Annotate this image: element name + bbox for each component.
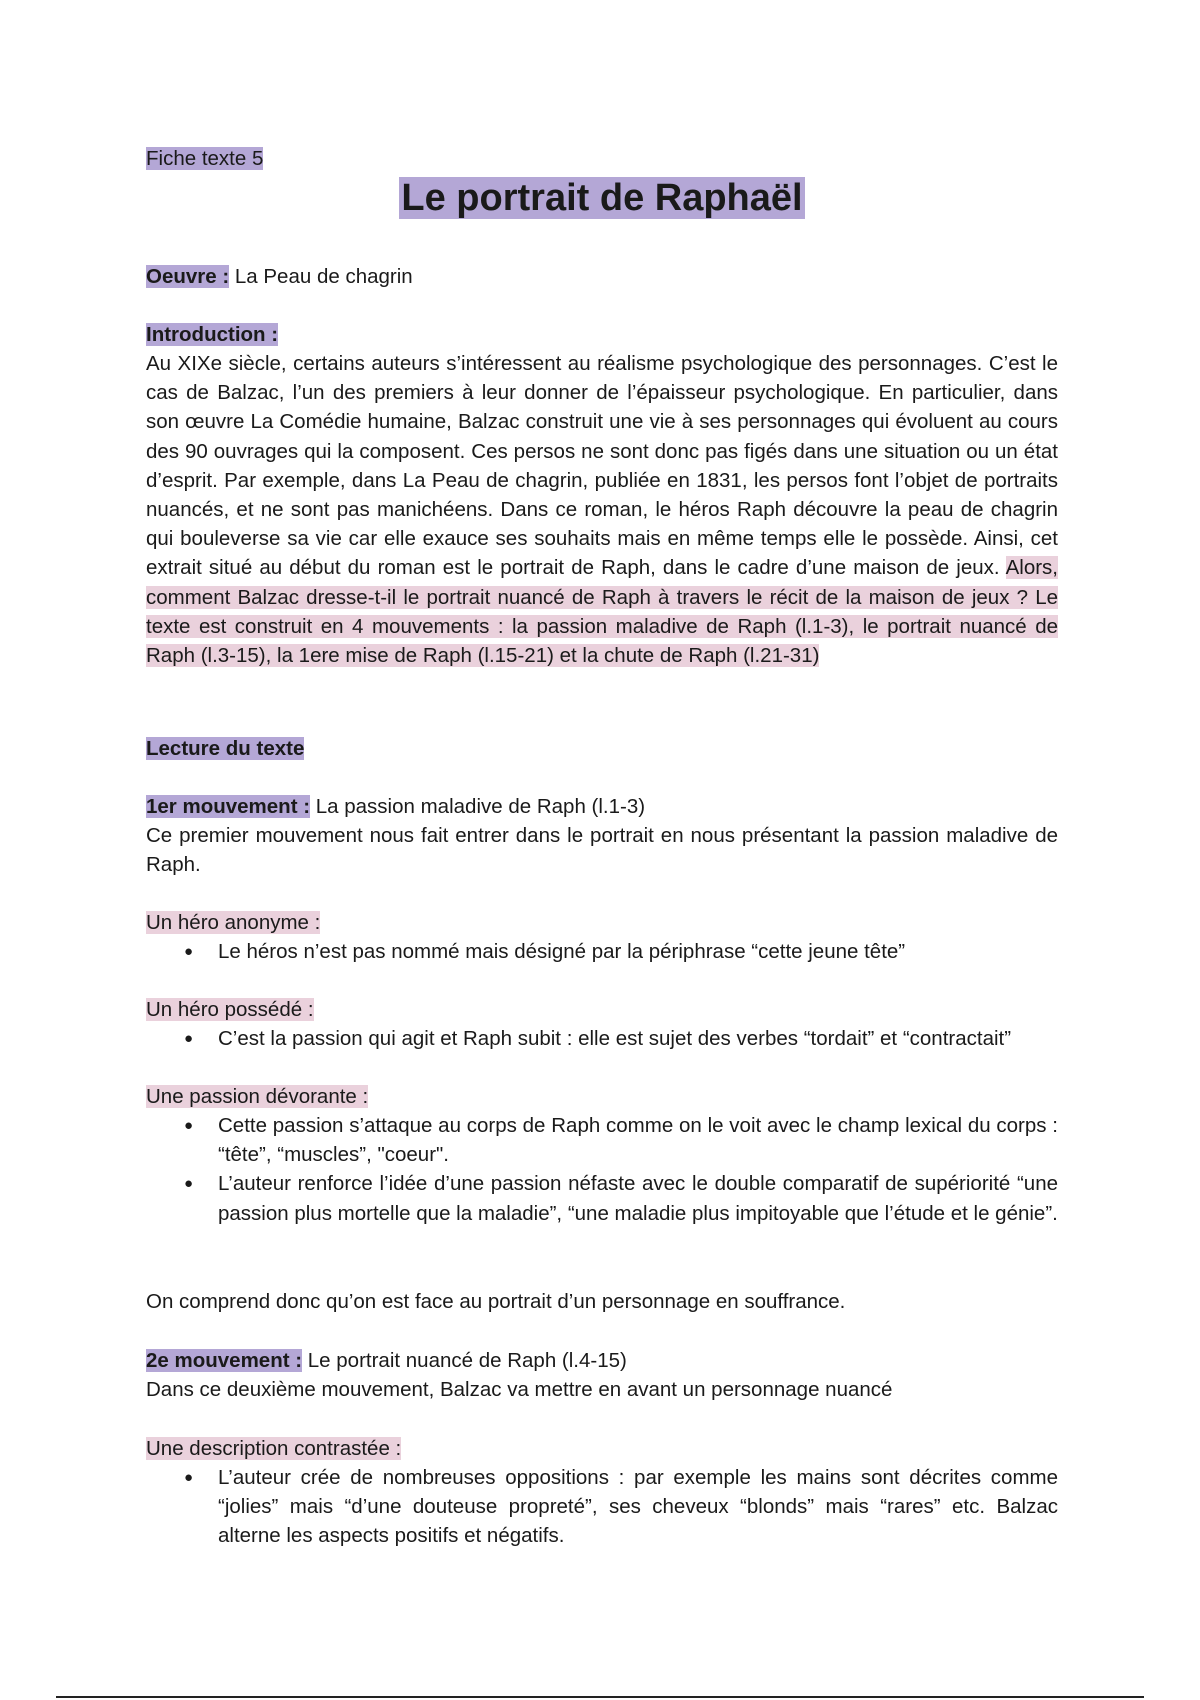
lecture-label: Lecture du texte [146,737,305,760]
m1-section-3-heading [146,1082,1058,1111]
m1-section-3-label: Une passion dévorante : [146,1085,369,1108]
mouvement1-intro: Ce premier mouvement nous fait entrer dans le portrait en nous présentant la passion maladive de Raph. [146,824,1058,877]
list-item: ● Cette passion s’attaque au corps de Raph comme on le voit avec le champ lexical du corps : “tête”, “muscles”, "coeur". [146,1111,1058,1169]
header-tag-text: Fiche texte 5 [146,147,264,170]
mouvement1-heading [146,792,1058,821]
oeuvre-label: Oeuvre : [146,265,230,288]
introduction-heading [146,320,1058,349]
m1-section-3-list [146,1111,1058,1228]
m1-section-2-heading [146,995,1058,1024]
m2-section-1-label: Une description contrastée : [146,1437,402,1460]
bottom-rule [56,1696,1144,1698]
oeuvre-value: La Peau de chagrin [234,265,413,288]
header-tag [146,144,263,173]
mouvement2-intro: Dans ce deuxième mouvement, Balzac va mettre en avant un personnage nuancé [146,1378,893,1401]
page-title-text: Le portrait de Raphaël [401,177,803,219]
introduction-label: Introduction : [146,323,279,346]
m1-section-2-label: Un héro possédé : [146,998,314,1021]
m1-section-2-list [146,1024,1058,1053]
mouvement2-heading [146,1346,1058,1375]
m1-section-1-label: Un héro anonyme : [146,911,321,934]
mouvement1-subtitle: La passion maladive de Raph (l.1-3) [310,795,646,818]
m1-section-1-list [146,937,1058,966]
m1-section-1-heading [146,908,1058,937]
introduction-text: Au XIXe siècle, certains auteurs s’intéressent au réalisme psychologique des personnages. C’est le cas de Balzac, l’un des premiers à leur donner de l’épaisseur psychologique. En particulier, dans son œuvre La Comédie humaine, Balzac construit une vie à ses personnages qui évoluent au cours des 90 ouvrages qui la composent. Ces persos ne sont donc pas figés dans une situation ou un état d’esprit. Par exemple, dans La Peau de chagrin, publiée en 1831, les persos font l’objet de portraits nuancés, et ne sont pas manichéens. Dans ce roman, le héros Raph découvre la peau de chagrin qui bouleverse sa vie car elle exauce ses souhaits mais en même temps elle le possède. Ainsi, cet extrait situé au début du roman est le portrait de Raph, dans le cadre d’une maison de jeux. [146,352,1058,580]
introduction-body [146,349,1058,670]
page-title [146,174,1058,222]
problematique: Alors, comment Balzac dresse-t-il le portrait nuancé de Raph à travers le récit de la maison de jeux ? Le texte est construit en 4 mouvements : la passion maladive de Raph (l.1-3), le portrait nuancé de Raph (l.3-15), la 1ere mise de Raph (l.15-21) et la chute de Raph (l.21-31) [146,556,1058,668]
lecture-heading [146,734,1058,763]
oeuvre-line [146,262,1058,291]
list-item: ● L’auteur renforce l’idée d’une passion néfaste avec le double comparatif de supériorité “une passion plus mortelle que la maladie”, “une maladie plus impitoyable que l’étude et le génie”. [146,1169,1058,1227]
list-item: ● L’auteur crée de nombreuses oppositions : par exemple les mains sont décrites comme “jolies” mais “d’une douteuse propreté”, ses cheveux “blonds” mais “rares” etc. Balzac alterne les aspects positifs et négatifs. [146,1463,1058,1551]
mouvement2-label: 2e mouvement : [146,1349,303,1372]
list-item: ● Le héros n’est pas nommé mais désigné par la périphrase “cette jeune tête” [146,937,1058,966]
mouvement2-subtitle: Le portrait nuancé de Raph (l.4-15) [302,1349,627,1372]
mouvement1-label: 1er mouvement : [146,795,311,818]
list-item: ● C’est la passion qui agit et Raph subit : elle est sujet des verbes “tordait” et “contractait” [146,1024,1058,1053]
m2-section-1-list [146,1463,1058,1551]
m2-section-1-heading [146,1434,1058,1463]
mouvement1-conclusion: On comprend donc qu’on est face au portrait d’un personnage en souffrance. [146,1290,846,1313]
